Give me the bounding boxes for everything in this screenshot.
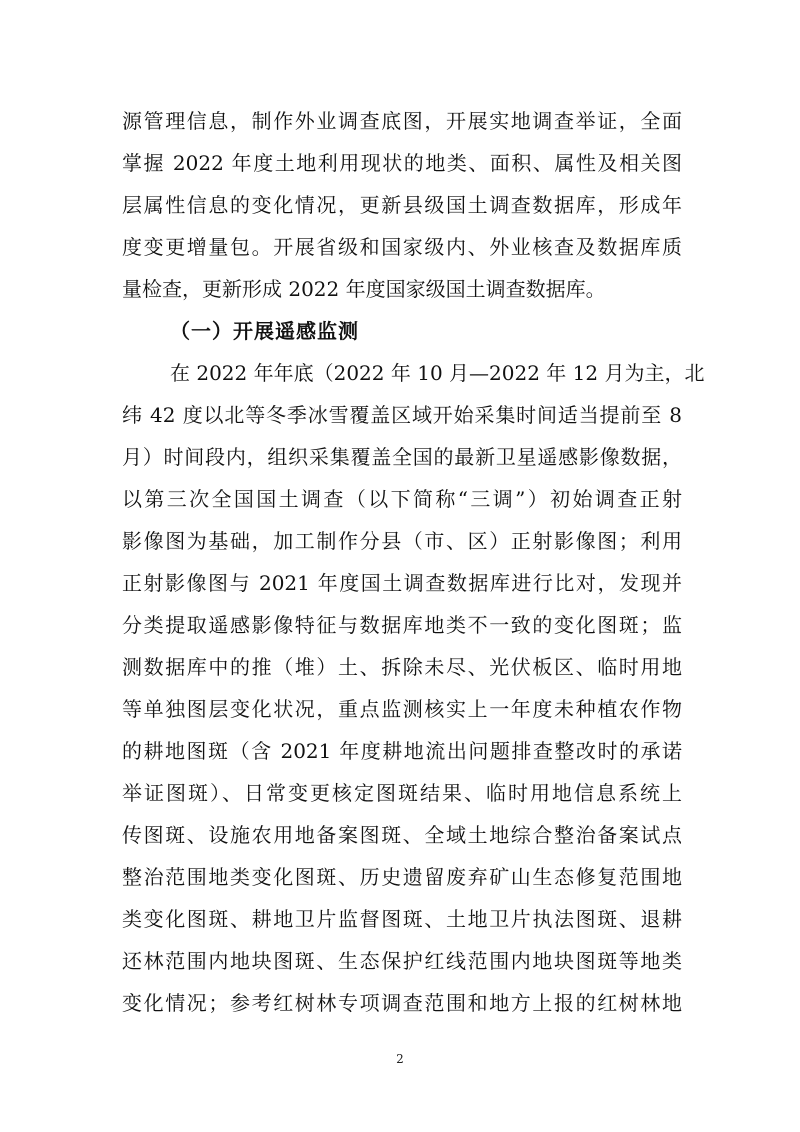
paragraph-line: 的耕地图斑（含 2021 年度耕地流出问题排查整改时的承诺 — [122, 739, 682, 763]
paragraph-line: 纬 42 度以北等冬季冰雪覆盖区域开始采集时间适当提前至 8 — [122, 403, 682, 427]
paragraph-line: 正射影像图与 2021 年度国土调查数据库进行比对，发现并 — [122, 571, 682, 595]
paragraph-line: 分类提取遥感影像特征与数据库地类不一致的变化图斑；监 — [122, 613, 682, 637]
paragraph-line: 影像图为基础，加工制作分县（市、区）正射影像图；利用 — [122, 529, 682, 553]
paragraph-line: 还林范围内地块图斑、生态保护红线范围内地块图斑等地类 — [122, 949, 682, 973]
paragraph-line: 源管理信息，制作外业调查底图，开展实地调查举证，全面 — [122, 109, 682, 133]
paragraph-line: 度变更增量包。开展省级和国家级内、外业核查及数据库质 — [122, 235, 682, 259]
paragraph-line: 在 2022 年年底（2022 年 10 月—2022 年 12 月为主，北 — [170, 361, 705, 385]
paragraph-line: 变化情况；参考红树林专项调查范围和地方上报的红树林地 — [122, 991, 682, 1015]
paragraph-line: 类变化图斑、耕地卫片监督图斑、土地卫片执法图斑、退耕 — [122, 907, 682, 931]
section-heading: （一）开展遥感监测 — [170, 319, 359, 343]
paragraph-line: 以第三次全国国土调查（以下简称“三调”）初始调查正射 — [122, 487, 682, 511]
paragraph-line: 量检查，更新形成 2022 年度国家级国土调查数据库。 — [122, 277, 606, 301]
paragraph-line: 举证图斑）、日常变更核定图斑结果、临时用地信息系统上 — [122, 781, 682, 805]
paragraph-line: 月）时间段内，组织采集覆盖全国的最新卫星遥感影像数据， — [122, 445, 682, 469]
paragraph-line: 测数据库中的推（堆）土、拆除未尽、光伏板区、临时用地 — [122, 655, 682, 679]
paragraph-line: 传图斑、设施农用地备案图斑、全域土地综合整治备案试点 — [122, 823, 682, 847]
paragraph-line: 等单独图层变化状况，重点监测核实上一年度未种植农作物 — [122, 697, 682, 721]
page-number: 2 — [396, 1052, 404, 1066]
paragraph-line: 掌握 2022 年度土地利用现状的地类、面积、属性及相关图 — [122, 151, 682, 175]
paragraph-line: 整治范围地类变化图斑、历史遗留废弃矿山生态修复范围地 — [122, 865, 682, 889]
paragraph-line: 层属性信息的变化情况，更新县级国土调查数据库，形成年 — [122, 193, 682, 217]
